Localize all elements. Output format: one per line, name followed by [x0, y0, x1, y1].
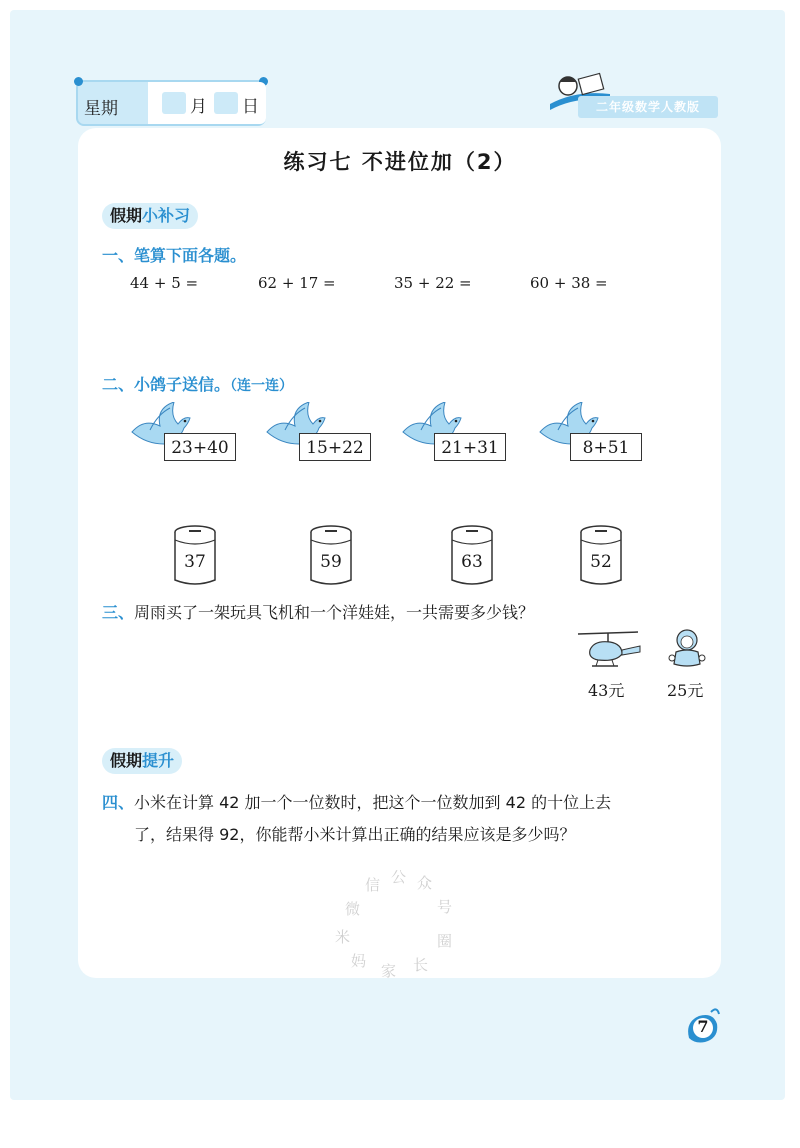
q2-heading [102, 372, 293, 395]
month-input[interactable] [162, 92, 186, 114]
svg-text:众: 众 [417, 874, 433, 892]
section-review-part1: 假期 [110, 206, 143, 225]
q1-equation: 35 + 22 = [394, 274, 472, 292]
svg-text:圈: 圈 [437, 932, 453, 950]
doll-price: 25元 [667, 681, 704, 700]
day-label: 日 [242, 97, 259, 117]
svg-text:微: 微 [345, 900, 361, 918]
letter-expression[interactable]: 8+51 [570, 433, 642, 461]
q3-number: 三、 [102, 603, 135, 622]
svg-text:长: 长 [413, 956, 429, 974]
q4-line2: 了，结果得 92，你能帮小米计算出正确的结果应该是多少吗？ [134, 825, 576, 844]
q1-equation: 44 + 5 = [130, 274, 199, 292]
q4-line1 [102, 790, 611, 813]
svg-text:公: 公 [391, 870, 407, 886]
pin-icon [74, 77, 83, 86]
q1-heading: 一、笔算下面各题。 [102, 246, 247, 265]
q2-note: （连一连） [230, 378, 294, 394]
mailbox-number[interactable]: 52 [590, 552, 612, 572]
grade-badge: 二年级数学人教版 [578, 96, 718, 118]
letter-expression[interactable]: 23+40 [164, 433, 236, 461]
page-number: 7 [697, 1017, 709, 1036]
section-advance-part1: 假期 [110, 751, 143, 770]
section-review-badge [102, 203, 198, 229]
doll-icon [666, 628, 708, 670]
date-box [76, 80, 266, 126]
day-input[interactable] [214, 92, 238, 114]
q1-equation: 62 + 17 = [258, 274, 336, 292]
svg-text:号: 号 [437, 898, 453, 916]
month-label: 月 [190, 97, 207, 117]
helicopter-price: 43元 [588, 681, 625, 700]
q4-text-line1: 小米在计算 42 加一个一位数时，把这个一位数加到 42 的十位上去 [134, 793, 612, 812]
q4-number: 四、 [102, 793, 135, 812]
section-advance-badge [102, 748, 182, 774]
svg-text:家: 家 [381, 962, 397, 980]
page-title: 练习七 不进位加（2） [283, 150, 517, 174]
mailbox-number[interactable]: 59 [320, 552, 342, 572]
svg-text:米: 米 [335, 928, 351, 946]
section-advance-part2: 提升 [142, 751, 175, 770]
svg-text:妈: 妈 [351, 952, 367, 970]
letter-expression[interactable]: 21+31 [434, 433, 506, 461]
week-input[interactable] [122, 92, 146, 114]
watermark-seal [325, 870, 475, 980]
q3-question [102, 600, 534, 623]
svg-text:信: 信 [365, 876, 381, 894]
section-review-part2: 小补习 [142, 206, 191, 225]
toy-helicopter-icon [576, 628, 642, 670]
week-label: 星期 [84, 99, 118, 119]
q2-heading-text: 二、小鸽子送信。 [102, 375, 231, 394]
mailbox-number[interactable]: 63 [461, 552, 483, 572]
date-fields [148, 82, 266, 124]
q1-equation: 60 + 38 = [530, 274, 608, 292]
mailbox-number[interactable]: 37 [184, 552, 206, 572]
q3-text: 周雨买了一架玩具飞机和一个洋娃娃，一共需要多少钱？ [134, 603, 535, 622]
letter-expression[interactable]: 15+22 [299, 433, 371, 461]
